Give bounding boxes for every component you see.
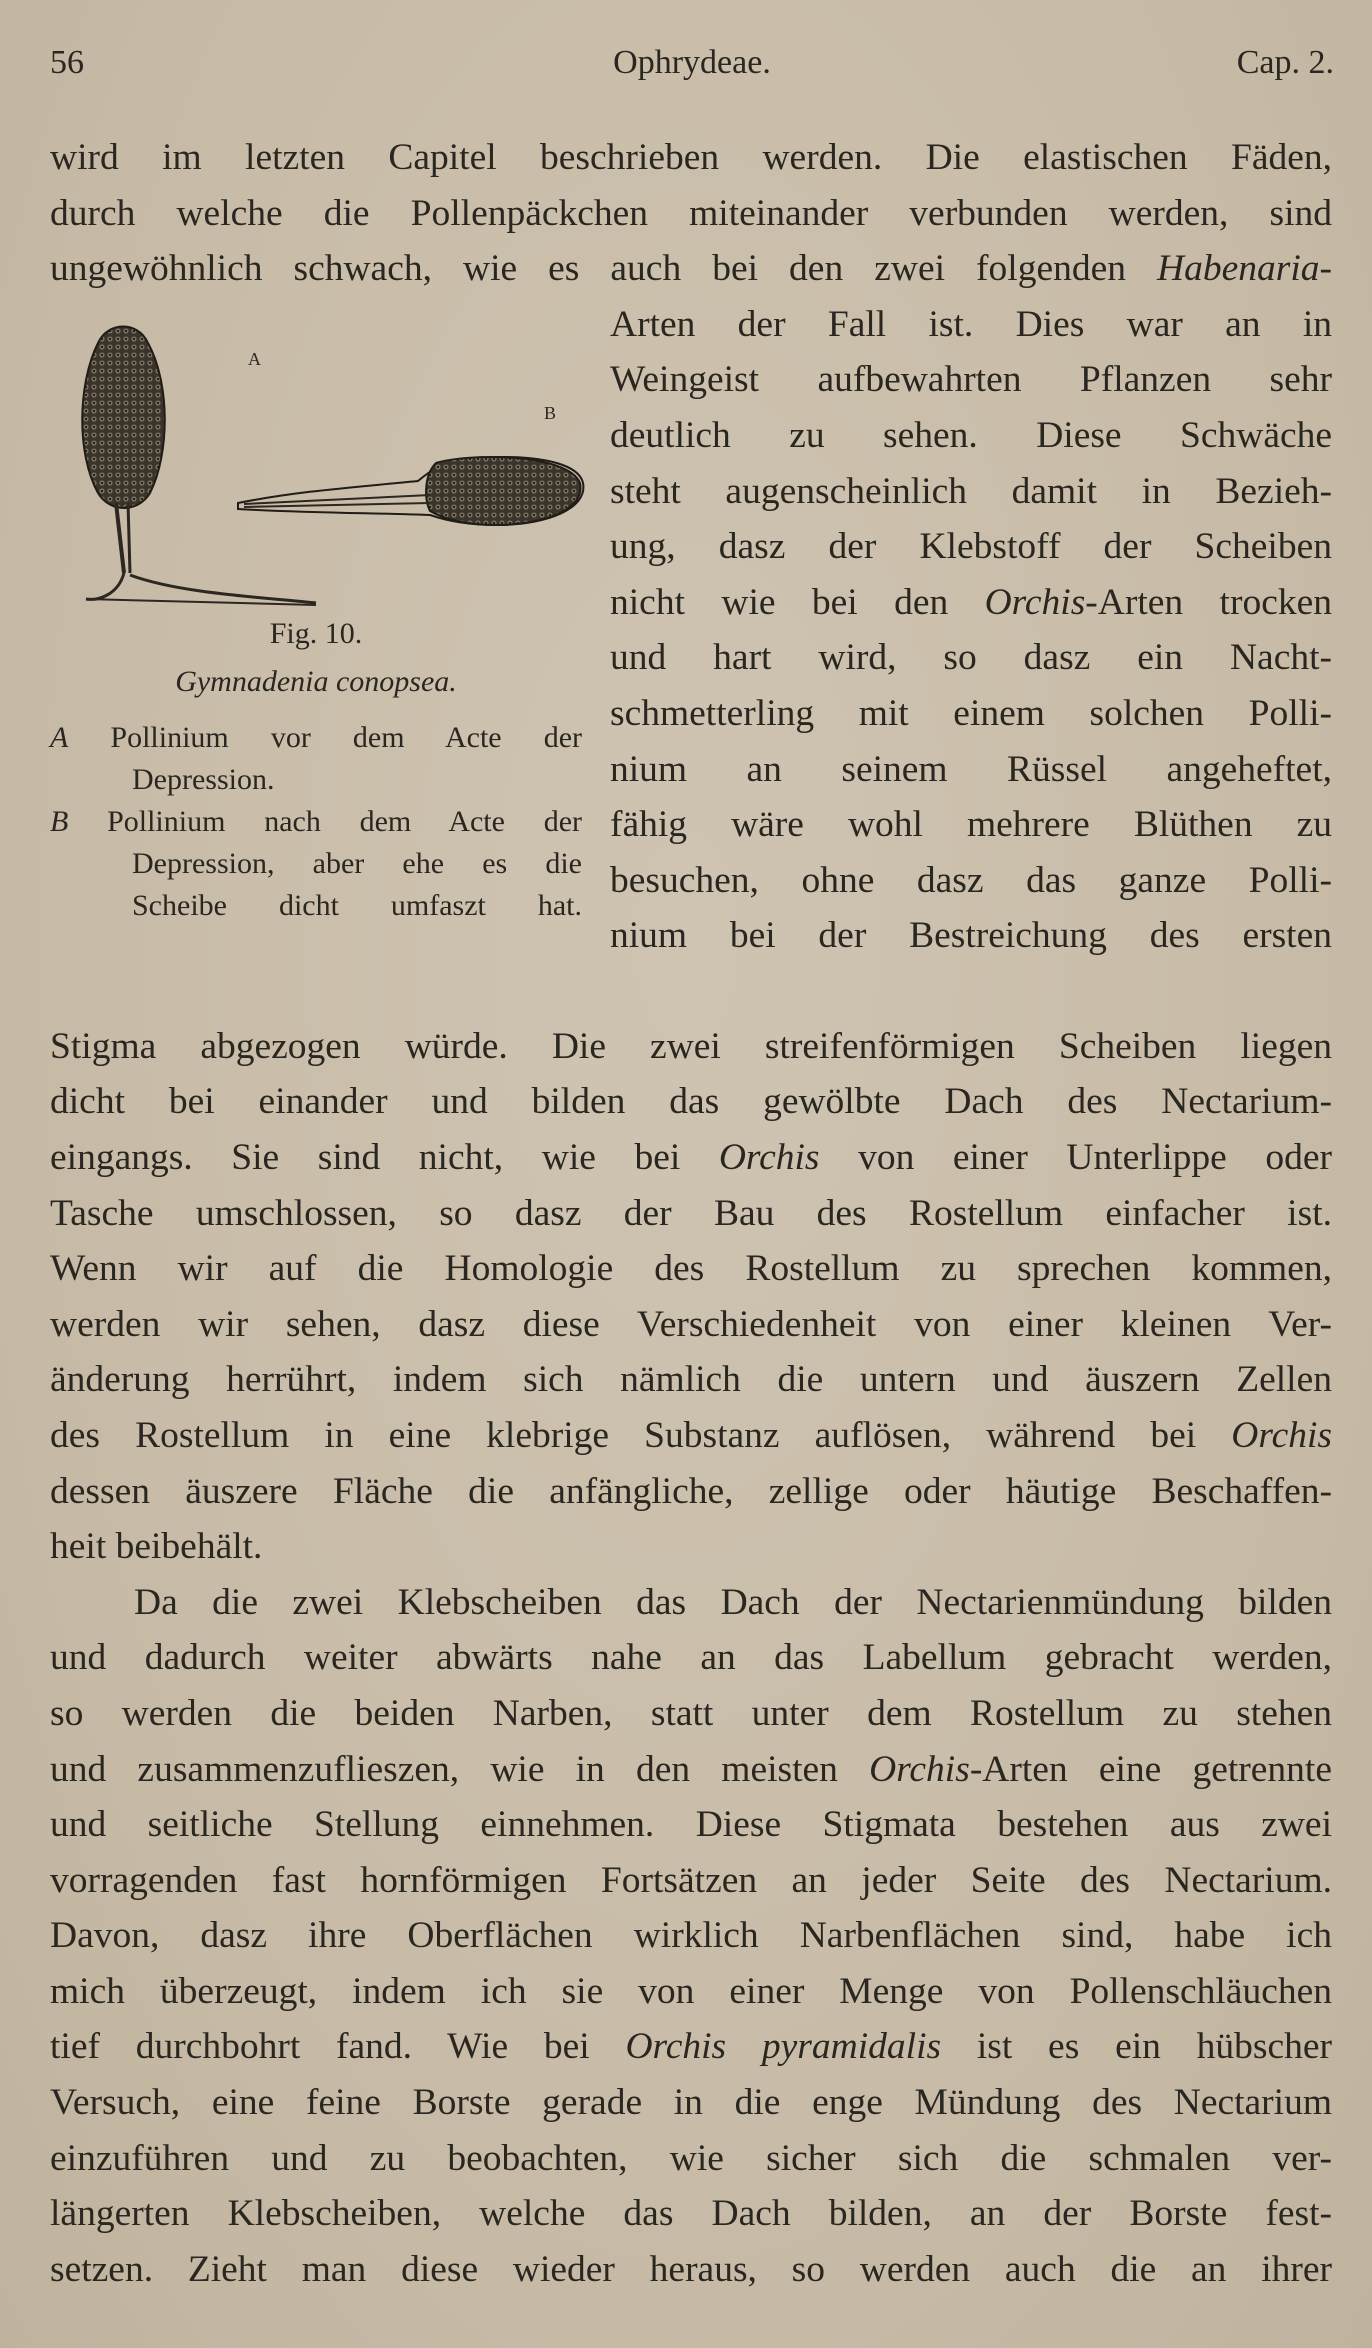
- text-line: einzuführen und zu beobachten, wie sicher sich die schmalen ver-: [50, 2137, 1332, 2179]
- text-line: steht augenscheinlich damit in Bezieh-: [610, 470, 1332, 512]
- text-line: Versuch, eine feine Borste gerade in die enge Mündung des Nectarium: [50, 2082, 1332, 2124]
- wrapped-text: [610, 297, 1332, 964]
- figure-species: Gymnadenia conopsea.: [175, 664, 457, 698]
- running-title: Ophrydeae.: [613, 44, 771, 81]
- text-line: Stigma abgezogen würde. Die zwei streifenförmigen Scheiben liegen: [50, 1025, 1332, 1067]
- page-number: 56: [50, 44, 84, 81]
- text-line: deutlich zu sehen. Diese Schwäche: [610, 414, 1332, 456]
- text-line: eingangs. Sie sind nicht, wie bei Orchis von einer Unterlippe oder: [50, 1136, 1332, 1178]
- text-line: wird im letzten Capitel beschrieben werden. Die elastischen Fäden,: [50, 137, 1332, 178]
- text-line: mich überzeugt, indem ich sie von einer Menge von Pollenschläuchen: [50, 1970, 1332, 2012]
- text-line: Da die zwei Klebscheiben das Dach der Nectarienmündung bilden: [134, 1581, 1332, 1623]
- figure-title: Fig. 10.: [269, 616, 363, 650]
- text-line: dessen äuszere Fläche die anfängliche, zellige oder häutige Beschaffen-: [50, 1470, 1332, 1512]
- text-line: setzen. Zieht man diese wieder heraus, so werden auch die an ihrer: [50, 2248, 1332, 2290]
- text-line: besuchen, ohne dasz das ganze Polli-: [610, 859, 1332, 901]
- genus-name: Habenaria-: [1157, 248, 1332, 290]
- running-header: [50, 38, 1334, 88]
- text-line: ungewöhnlich schwach, wie es auch bei den zwei folgenden Habenaria-: [50, 248, 1332, 290]
- body-text: [50, 130, 1332, 2297]
- text-line: schmetterling mit einem solchen Polli-: [610, 692, 1332, 734]
- pollinium-illustration: [58, 303, 598, 613]
- text-line: nium bei der Bestreichung des ersten: [610, 915, 1332, 957]
- text-line: Weingeist aufbewahrten Pflanzen sehr: [610, 359, 1332, 401]
- chapter-label: Cap. 2.: [1236, 44, 1334, 81]
- text-line: und seitliche Stellung einnehmen. Diese Stigmata bestehen aus zwei: [50, 1804, 1332, 1846]
- text-line: des Rostellum in eine klebrige Substanz auflösen, während bei Orchis: [50, 1414, 1332, 1456]
- text-line: heit beibehält.: [50, 1526, 263, 1568]
- figure-area: [50, 297, 1332, 1019]
- figure-caption: [50, 613, 582, 927]
- figure-label-b: B: [544, 402, 557, 423]
- text-line: Arten der Fall ist. Dies war an in: [610, 303, 1332, 345]
- text-line: nium an seinem Rüssel angeheftet,: [610, 748, 1332, 790]
- text-line: tief durchbohrt fand. Wie bei Orchis pyramidalis ist es ein hübscher: [50, 2026, 1332, 2068]
- text-line: dicht bei einander und bilden das gewölbte Dach des Nectarium-: [50, 1081, 1332, 1123]
- text-line: und zusammenzuflieszen, wie in den meisten Orchis-Arten eine getrennte: [50, 1748, 1332, 1790]
- text-line: durch welche die Pollenpäckchen miteinander verbunden werden, sind: [50, 192, 1332, 234]
- text-line: vorragenden fast hornförmigen Fortsätzen an jeder Seite des Nectarium.: [50, 1859, 1332, 1901]
- caption-item-a: A Pollinium vor dem Acte der Depression.: [50, 720, 582, 796]
- text-line: ung, dasz der Klebstoff der Scheiben: [610, 526, 1332, 568]
- text-line: und dadurch weiter abwärts nahe an das Labellum gebracht werden,: [50, 1637, 1332, 1679]
- pollinium-b: [238, 457, 583, 525]
- text-line: werden wir sehen, dasz diese Verschiedenheit von einer kleinen Ver-: [50, 1303, 1332, 1345]
- caption-item-b: B Pollinium nach dem Acte der Depression, aber ehe es die Scheibe dicht umfaszt hat.: [50, 804, 582, 922]
- pollinium-a: [82, 326, 316, 605]
- text-line: und hart wird, so dasz ein Nacht-: [610, 637, 1332, 679]
- figure-label-a: A: [248, 348, 261, 369]
- text-line: fähig wäre wohl mehrere Blüthen zu: [610, 804, 1332, 846]
- text-line: nicht wie bei den Orchis-Arten trocken: [610, 581, 1332, 623]
- paragraph-2: [50, 1575, 1332, 2298]
- text-line: Davon, dasz ihre Oberflächen wirklich Narbenflächen sind, habe ich: [50, 1915, 1332, 1957]
- text-line: Tasche umschlossen, so dasz der Bau des Rostellum einfacher ist.: [50, 1192, 1332, 1234]
- text-line: Wenn wir auf die Homologie des Rostellum zu sprechen kommen,: [50, 1248, 1332, 1290]
- figure-10: [50, 297, 582, 1019]
- paragraph-1: [50, 1019, 1332, 1575]
- text-line: so werden die beiden Narben, statt unter dem Rostellum zu stehen: [50, 1692, 1332, 1734]
- text-line: längerten Klebscheiben, welche das Dach bilden, an der Borste fest-: [50, 2193, 1332, 2235]
- text-line: änderung herrührt, indem sich nämlich die untern und äuszern Zellen: [50, 1359, 1332, 1401]
